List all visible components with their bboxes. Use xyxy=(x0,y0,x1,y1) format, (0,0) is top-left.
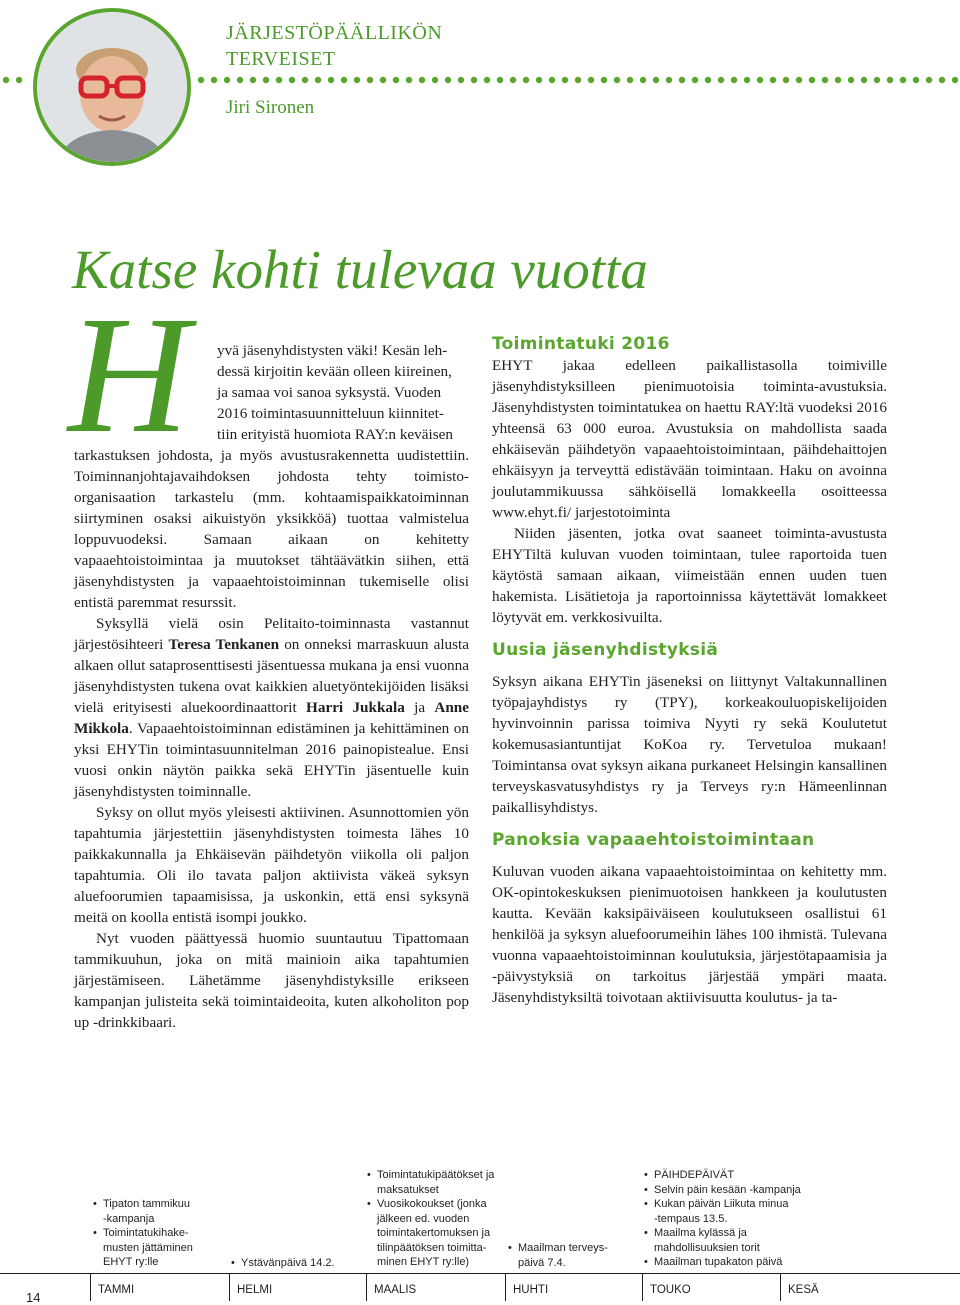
divider-dot xyxy=(367,77,373,83)
timeline-notes-touko xyxy=(644,1168,814,1270)
divider-dot xyxy=(458,77,464,83)
person-name: Harri Jukkala xyxy=(306,699,405,716)
timeline-notes-helmi xyxy=(231,1256,351,1271)
timeline-tick xyxy=(505,1273,506,1301)
divider-dot xyxy=(835,77,841,83)
page-number: 14 xyxy=(26,1290,41,1305)
author-name: Jiri Sironen xyxy=(226,97,315,118)
month-label: TOUKO xyxy=(650,1284,691,1296)
divider-dot xyxy=(861,77,867,83)
paragraph: Syksy on ollut myös yleisesti aktiivinen. Asunnottomien yön tapahtumia järjestettiin jäsenyhdistysten toimesta lähes 10 paikkakunnalla ja Ehkäisevän päihdetyön viikolla oli paljon tapahtumia. Oli ilo tavata paljon aktiivista väkeä syksyn aluefoorumien tapaamisissa, ja uskonkin, että ensi syksynä meitä on koolla entistä isompi joukko. xyxy=(74,804,469,926)
divider-dot xyxy=(575,77,581,83)
timeline-axis xyxy=(0,1273,960,1274)
divider-dot xyxy=(900,77,906,83)
subheading: Uusia jäsenyhdistyksiä xyxy=(492,640,719,660)
article-title: Katse kohti tulevaa vuotta xyxy=(72,239,648,300)
divider-dot xyxy=(250,77,256,83)
divider-dot xyxy=(276,77,282,83)
person-name: Anne Mikkola xyxy=(74,699,469,737)
divider-dot xyxy=(653,77,659,83)
divider-dot xyxy=(484,77,490,83)
divider-dot xyxy=(562,77,568,83)
divider-dot xyxy=(809,77,815,83)
divider-dot xyxy=(627,77,633,83)
divider-dot xyxy=(237,77,243,83)
timeline-notes-maalis xyxy=(367,1168,507,1270)
divider-dot xyxy=(510,77,516,83)
divider-dot xyxy=(926,77,932,83)
timeline-tick xyxy=(90,1273,91,1301)
author-photo xyxy=(33,8,191,166)
divider-dot xyxy=(393,77,399,83)
divider-dot xyxy=(3,77,9,83)
divider-dot xyxy=(16,77,22,83)
sidebar-column xyxy=(492,334,887,1008)
divider-dot xyxy=(796,77,802,83)
portrait-icon xyxy=(37,12,187,162)
intro-line: ja samaa voi sanoa syksystä. Vuoden xyxy=(217,384,442,401)
section-label-line2: TERVEISET xyxy=(226,48,336,70)
timeline-note: • Tipaton tammikuu -kampanja xyxy=(93,1197,203,1226)
divider-dot xyxy=(614,77,620,83)
timeline-note: • Vuosikokoukset (jonka jälkeen ed. vuoden toimintakertomuksen ja tilinpäätöksen toimitta- minen EHYT ry:lle) xyxy=(367,1197,507,1270)
dotted-divider xyxy=(0,74,960,86)
divider-dot xyxy=(211,77,217,83)
timeline-note: • Maailma kylässä ja mahdollisuuksien torit xyxy=(644,1226,814,1255)
paragraph: Syksyn aikana EHYTin jäseneksi on liittynyt Valtakunnallinen työpajayhdistys ry (TPY), korkeakouluopiskelijoiden hyvinvoinnin parissa toimiva Nyyti ry sekä Koulutetut kokemusasiantuntijat KoKoa ry. Tervetuloa mukaan! Toimintansa ovat syksyn aikana purkaneet Helsingin kansallinen terveyskasvatusyhdistys ry ja Terveys ry:n Hämeenlinnan paikallisyhdistys. xyxy=(492,673,887,816)
timeline-tick xyxy=(780,1273,781,1301)
divider-dot xyxy=(744,77,750,83)
article-body xyxy=(74,445,469,1033)
divider-dot xyxy=(718,77,724,83)
divider-dot xyxy=(289,77,295,83)
timeline-note: • Maailman terveys- päivä 7.4. xyxy=(508,1241,618,1270)
drop-cap: H xyxy=(68,282,190,468)
divider-dot xyxy=(848,77,854,83)
paragraph: Kuluvan vuoden aikana vapaaehtoistoimintaa on kehitetty mm. OK-opintokeskuksen pienimuotoisen hankkeen ja koulutusten kautta. Kevään kaksipäiväiseen koulutukseen osallistui 61 henkilöä ja syksyn aluefoorumeihin lähes 100 ihmistä. Tulevana vuonna vapaaehtoistoiminnan koulutuksia, järjestötapaamisia ja -päivystyksiä on tarkoitus järjestää ympäri maata. Jäsenyhdistyksiltä toivotaan aktiivisuutta koulutus- ja ta- xyxy=(492,863,887,1006)
section-label-line1: JÄRJESTÖPÄÄLLIKÖN xyxy=(226,22,443,44)
divider-dot xyxy=(315,77,321,83)
divider-dot xyxy=(783,77,789,83)
timeline-note: • Kukan päivän Liikuta minua -tempaus 13.5. xyxy=(644,1197,814,1226)
timeline-note: • Toimintatukipäätökset ja maksatukset xyxy=(367,1168,507,1197)
timeline-note: • PÄIHDEPÄIVÄT xyxy=(644,1168,814,1183)
divider-dot xyxy=(445,77,451,83)
timeline-notes-tammi xyxy=(93,1197,203,1270)
divider-dot xyxy=(406,77,412,83)
divider-dot xyxy=(731,77,737,83)
divider-dot xyxy=(705,77,711,83)
divider-dot xyxy=(770,77,776,83)
month-label: TAMMI xyxy=(98,1284,135,1296)
person-name: Teresa Tenkanen xyxy=(168,636,280,653)
paragraph: EHYT jakaa edelleen paikallistasolla toimiville jäsenyhdistyksilleen pienimuotoisia toiminta-avustuksia. Jäsenyhdistysten toimintatukea on haettu RAY:ltä vuodeksi 2016 yhteensä 63 000 euroa. Avustuksia on mahdollista saada ehkäisevän päihdetyön vapaaehtoistoimintaan, päihdehaittojen ehkäisyyn ja terveyttä edistävään toimintaan. Haku on avoinna joulutammikuussa sähköisellä lomakkeella osoitteessa www.ehyt.fi/ jarjestotoiminta xyxy=(492,357,887,521)
divider-dot xyxy=(497,77,503,83)
paragraph: Niiden jäsenten, jotka ovat saaneet toiminta-avustusta EHYTiltä kuluvan vuoden toimintaan, tulee raportoida tuen käytöstä samaan aikaan, viimeistään ennen uuden tuen hakemista. Lisätietoja ja raportoinnissa käytettävät lomakkeet löytyvät em. verkkosivuilta. xyxy=(492,525,887,626)
divider-dot xyxy=(263,77,269,83)
paragraph: tarkastuksen johdosta, ja myös avustusrakennetta uudistettiin. Toiminnanjohtajavaihdoksen johdosta tehty toimisto-organisaation tarkastelu (mm. kohtaamispaikkatoiminnan siirtyminen osaksi aikuistyön yksikköä) tuottaa valmistelua loppuvuodeksi. Samaan aikaan on kehitetty vapaaehtoistoimintaa ja muutokset tähtäävätkin siihen, että jäsenyhdistysten ja vapaaehtoistoiminnan tukemiselle olisi entistä paremmat resurssit. xyxy=(74,447,469,611)
subheading: Toimintatuki 2016 xyxy=(492,334,670,354)
intro-line: 2016 toimintasuunnitteluun kiinnitet- xyxy=(217,405,444,422)
divider-dot xyxy=(640,77,646,83)
divider-dot xyxy=(224,77,230,83)
timeline-tick xyxy=(642,1273,643,1301)
paragraph: Syksyllä vielä osin Pelitaito-toiminnasta vastannut järjestösihteeri Teresa Tenkanen on onneksi marraskuun alusta alkaen ollut sataprosenttisesti jäsentuessa mukana ja ensi vuonna jäsenyhdistysten tukena ovat kaikkien aluetyöntekijöiden lisäksi vielä erityisesti aluekoordinaattorit Harri Jukkala ja Anne Mikkola. Vapaaehtoistoiminnan edistäminen ja kehittäminen on yksi EHYTin toimintasuunnitelman 2016 painopistealue. Ensi vuosi onkin näytön paikka sekä EHYTin jäsentuelle kuin jäsenyhdistysten toiminnalle. xyxy=(74,615,470,800)
month-label: KESÄ xyxy=(788,1284,819,1296)
divider-dot xyxy=(939,77,945,83)
divider-dot xyxy=(588,77,594,83)
month-label: MAALIS xyxy=(374,1284,417,1296)
intro-line: dessä kirjoitin kevään olleen kiireinen, xyxy=(217,363,452,380)
timeline-note: • Toimintatukihake- musten jättäminen EHYT ry:lle xyxy=(93,1226,203,1270)
divider-dot xyxy=(432,77,438,83)
intro-line: tiin erityistä huomiota RAY:n keväisen xyxy=(217,426,453,443)
divider-dot xyxy=(757,77,763,83)
intro-lines xyxy=(217,340,469,445)
timeline-note: • Selvin päin kesään -kampanja xyxy=(644,1183,814,1198)
divider-dot xyxy=(354,77,360,83)
divider-dot xyxy=(471,77,477,83)
divider-dot xyxy=(419,77,425,83)
divider-dot xyxy=(887,77,893,83)
divider-dot xyxy=(601,77,607,83)
divider-dot xyxy=(536,77,542,83)
divider-dot xyxy=(692,77,698,83)
divider-dot xyxy=(341,77,347,83)
timeline-note: • Ystävänpäivä 14.2. xyxy=(231,1256,351,1271)
divider-dot xyxy=(523,77,529,83)
divider-dot xyxy=(679,77,685,83)
divider-dot xyxy=(198,77,204,83)
divider-dot xyxy=(302,77,308,83)
divider-dot xyxy=(549,77,555,83)
month-label: HUHTI xyxy=(513,1284,549,1296)
month-label: HELMI xyxy=(237,1284,273,1296)
divider-dot xyxy=(328,77,334,83)
divider-dot xyxy=(822,77,828,83)
divider-dot xyxy=(666,77,672,83)
intro-line: yvä jäsenyhdistysten väki! Kesän leh- xyxy=(217,342,448,359)
timeline-tick xyxy=(229,1273,230,1301)
subheading: Panoksia vapaaehtoistoimintaan xyxy=(492,830,815,850)
divider-dot xyxy=(874,77,880,83)
timeline-note: • Maailman tupakaton päivä xyxy=(644,1255,814,1270)
timeline-tick xyxy=(366,1273,367,1301)
timeline-notes-huhti xyxy=(508,1241,618,1270)
paragraph: Nyt vuoden päättyessä huomio suuntautuu Tipattomaan tammikuuhun, joka on mitä mainioin aika tapahtumien järjestämiseen. Lähetämme jäsenyhdistyksille erikseen kampanjan julisteita sekä toimintaideoita, kuten alkoholiton pop up -drinkkibaari. xyxy=(74,930,469,1031)
divider-dot xyxy=(380,77,386,83)
divider-dot xyxy=(913,77,919,83)
divider-dot xyxy=(952,77,958,83)
section-label xyxy=(226,20,442,72)
